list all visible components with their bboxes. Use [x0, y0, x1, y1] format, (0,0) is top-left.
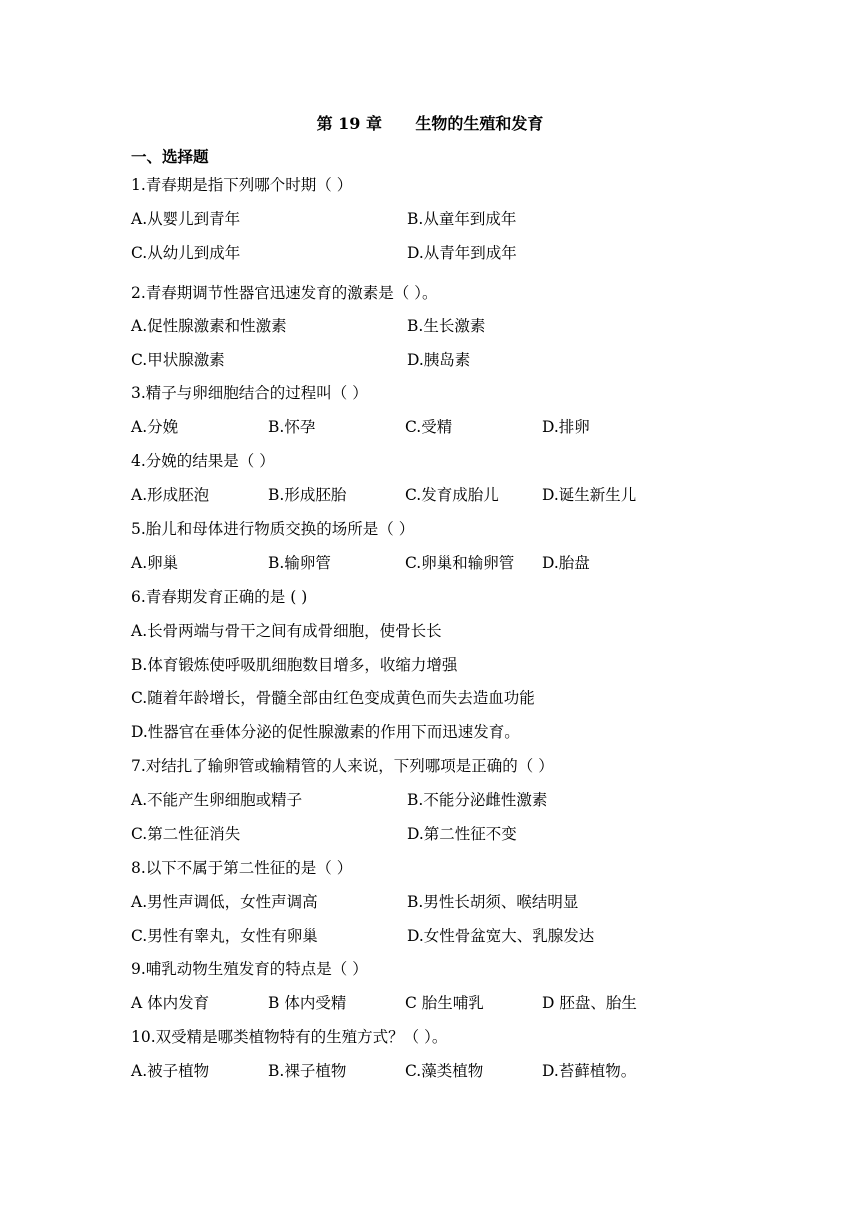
- question-stem-1: 1.青春期是指下列哪个时期（ ）: [131, 176, 353, 194]
- option-b: B.输卵管: [268, 554, 331, 572]
- options-row: [131, 551, 731, 573]
- question-stem-5: 5.胎儿和母体进行物质交换的场所是（ ）: [131, 520, 415, 538]
- option-c: C.从幼儿到成年: [131, 244, 241, 262]
- option-b: B.怀孕: [268, 418, 316, 436]
- option-a: A.男性声调低，女性声调高: [131, 893, 318, 911]
- option-b: B.男性长胡须、喉结明显: [407, 893, 579, 911]
- options-row: [131, 924, 731, 946]
- section-heading: 一、选择题: [131, 147, 209, 166]
- option-d: D.性器官在垂体分泌的促性腺激素的作用下而迅速发育。: [131, 723, 520, 741]
- options-row: [131, 991, 731, 1013]
- option-a: A.不能产生卵细胞或精子: [131, 791, 303, 809]
- option-b: B.裸子植物: [268, 1062, 347, 1080]
- options-row: [131, 314, 731, 336]
- option-d: D.女性骨盆宽大、乳腺发达: [407, 927, 595, 945]
- question-stem-7: 7.对结扎了输卵管或输精管的人来说，下列哪项是正确的（ ）: [131, 757, 554, 775]
- option-c: C.男性有睾丸，女性有卵巢: [131, 927, 318, 945]
- option-a: A.被子植物: [131, 1062, 210, 1080]
- option-d: D.第二性征不变: [407, 825, 517, 843]
- options-row: [131, 822, 731, 844]
- options-row: [131, 483, 731, 505]
- option-a: A.形成胚泡: [131, 486, 210, 504]
- option-d: D.胰岛素: [407, 351, 471, 369]
- option-c: C.发育成胎儿: [405, 486, 499, 504]
- question-stem-2: 2.青春期调节性器官迅速发育的激素是（ ）。: [131, 284, 438, 302]
- question-stem-3: 3.精子与卵细胞结合的过程叫（ ）: [131, 384, 368, 402]
- option-b: B.不能分泌雌性激素: [407, 791, 548, 809]
- option-d: D.苔藓植物。: [542, 1062, 637, 1080]
- option-c: C.第二性征消失: [131, 825, 241, 843]
- option-c: C.受精: [405, 418, 453, 436]
- option-c: C 胎生哺乳: [405, 994, 484, 1012]
- option-a: A 体内发育: [131, 994, 210, 1012]
- question-stem-10: 10.双受精是哪类植物特有的生殖方式？（ ）。: [131, 1028, 448, 1046]
- option-c: C.甲状腺激素: [131, 351, 225, 369]
- option-c: C.随着年龄增长，骨髓全部由红色变成黄色而失去造血功能: [131, 689, 535, 707]
- option-b: B.从童年到成年: [407, 210, 517, 228]
- option-a: A.分娩: [131, 418, 179, 436]
- option-d: D.从青年到成年: [407, 244, 517, 262]
- options-row: [131, 207, 731, 229]
- option-c: C.卵巢和输卵管: [405, 554, 515, 572]
- chapter-title: 第 19 章 生物的生殖和发育: [316, 114, 544, 133]
- option-a: A.长骨两端与骨干之间有成骨细胞，使骨长长: [131, 622, 442, 640]
- option-c: C.藻类植物: [405, 1062, 484, 1080]
- option-d: D 胚盘、胎生: [542, 994, 637, 1012]
- option-b: B.体育锻炼使呼吸肌细胞数目增多，收缩力增强: [131, 656, 458, 674]
- question-stem-6: 6.青春期发育正确的是 ( ): [131, 588, 308, 606]
- option-d: D.排卵: [542, 418, 590, 436]
- option-b: B.生长激素: [407, 317, 486, 335]
- options-row: [131, 788, 731, 810]
- options-row: [131, 1059, 731, 1081]
- option-a: A.从婴儿到青年: [131, 210, 241, 228]
- question-stem-8: 8.以下不属于第二性征的是（ ）: [131, 859, 353, 877]
- option-d: D.胎盘: [542, 554, 590, 572]
- option-b: B.形成胚胎: [268, 486, 347, 504]
- options-row: [131, 890, 731, 912]
- options-row: [131, 348, 731, 370]
- option-a: A.促性腺激素和性激素: [131, 317, 287, 335]
- question-stem-4: 4.分娩的结果是（ ）: [131, 452, 275, 470]
- options-row: [131, 241, 731, 263]
- option-a: A.卵巢: [131, 554, 179, 572]
- option-b: B 体内受精: [268, 994, 347, 1012]
- option-d: D.诞生新生儿: [542, 486, 637, 504]
- options-row: [131, 415, 731, 437]
- question-stem-9: 9.哺乳动物生殖发育的特点是（ ）: [131, 960, 368, 978]
